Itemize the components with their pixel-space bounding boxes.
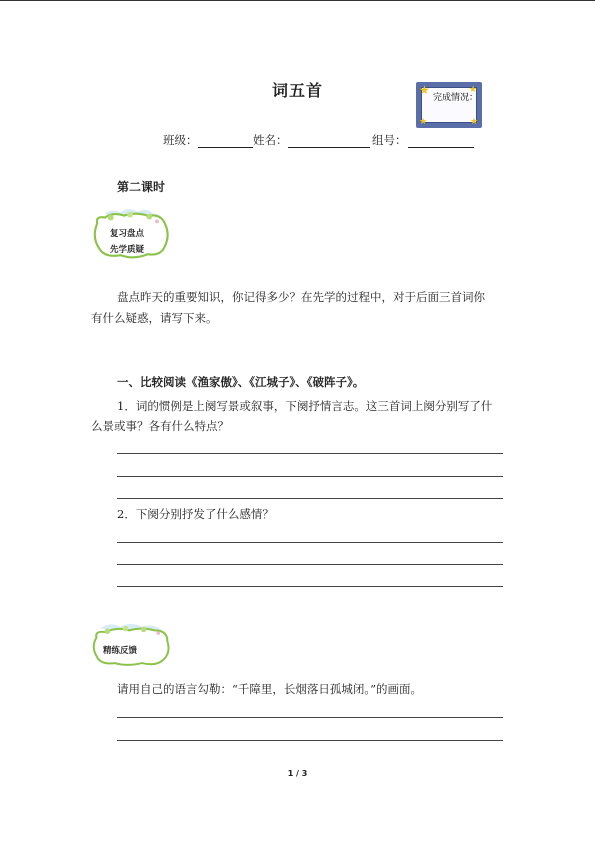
review-text-line1: 盘点昨天的重要知识，你记得多少？在先学的过程中，对于后面三首词你	[117, 290, 485, 304]
answer-line[interactable]	[117, 542, 503, 543]
star-icon: ★	[419, 83, 430, 97]
answer-line[interactable]	[117, 564, 503, 565]
review-badge-line1: 复习盘点	[110, 229, 145, 239]
lesson-heading: 第二课时	[117, 180, 166, 194]
completion-status-label: 完成情况：	[433, 93, 479, 103]
answer-line[interactable]	[117, 717, 503, 718]
completion-status-box	[416, 82, 482, 128]
question1-line2: 么景或事？各有什么特点？	[91, 419, 229, 433]
class-field[interactable]	[198, 147, 253, 148]
answer-line[interactable]	[117, 476, 503, 477]
question2: 2．下阕分别抒发了什么感情？	[117, 507, 274, 521]
class-label: 班级：	[163, 133, 198, 147]
section1-title: 一、比较阅读《渔家傲》、《江城子》、《破阵子》。	[117, 375, 365, 389]
practice-prompt: 请用自己的语言勾勒：“千障里，长烟落日孤城闭。”的画面。	[117, 682, 423, 696]
star-icon: ★	[419, 117, 428, 127]
answer-line[interactable]	[117, 586, 503, 587]
group-label: 组号：	[372, 133, 407, 147]
page-number: 1 / 3	[287, 769, 308, 778]
review-badge	[91, 206, 173, 262]
star-icon: ★	[470, 117, 479, 127]
review-text-line2: 有什么疑惑，请写下来。	[91, 311, 218, 325]
name-label: 姓名：	[253, 133, 288, 147]
page-top-rule	[0, 0, 595, 1]
group-field[interactable]	[408, 147, 474, 148]
star-icon: ★	[469, 85, 478, 95]
question1-line1: 1．词的惯例是上阕写景或叙事，下阕抒情言志。这三首词上阕分别写了什	[117, 399, 493, 413]
name-field[interactable]	[288, 147, 370, 148]
answer-line[interactable]	[117, 740, 503, 741]
answer-line[interactable]	[117, 453, 503, 454]
page-title: 词五首	[271, 81, 323, 100]
practice-badge-label: 精练反馈	[103, 646, 138, 656]
practice-badge	[91, 617, 179, 667]
answer-line[interactable]	[117, 498, 503, 499]
review-badge-line2: 先学质疑	[110, 245, 145, 255]
